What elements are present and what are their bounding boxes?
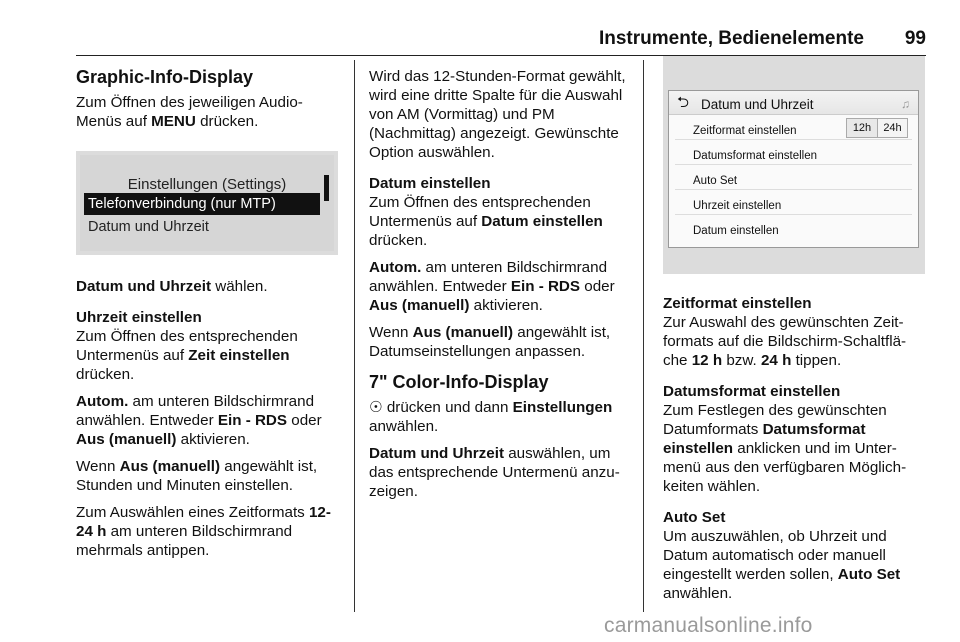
column-divider-2 [643, 60, 644, 612]
screen-item: Datum und Uhrzeit [88, 219, 209, 235]
paragraph: Um auszuwählen, ob Uhrzeit und Datum automatisch oder manuell eingestellt werden sollen, Auto Set anwählen. [663, 528, 901, 602]
paragraph: Zum Öffnen des jeweiligen Audio-Menüs auf MENU drücken. [76, 94, 303, 130]
section-heading: Graphic-Info-Display [76, 67, 254, 87]
paragraph: Wird das 12-Stunden-Format gewählt, wird eine dritte Spalte für die Auswahl von AM (Vormittag) und PM (Nachmittag) angezeigt. Gewünschte Option auswählen. [369, 68, 626, 161]
paragraph: ☉ drücken und dann Einstellungen anwählen. [369, 399, 613, 435]
subheading: Uhrzeit einstellen [76, 309, 202, 326]
watermark: carmanualsonline.info [604, 614, 813, 637]
subheading: Zeitformat einstellen [663, 295, 812, 312]
section-heading: 7" Color-Info-Display [369, 372, 549, 392]
back-icon: ⮌ [677, 94, 690, 111]
paragraph: Wenn Aus (manuell) angewählt ist, Datumseinstellungen anpassen. [369, 324, 611, 360]
scrollbar [324, 175, 329, 201]
screen-title-bar [669, 91, 918, 115]
page-number: 99 [904, 28, 926, 49]
format-segmented-control [846, 118, 908, 138]
screenshot-graphic-info-display [76, 151, 338, 255]
seg-12h: 12h [847, 119, 877, 137]
screen-title: Datum und Uhrzeit [701, 97, 814, 112]
subheading: Auto Set [663, 509, 726, 526]
screen-title: Einstellungen (Settings) [127, 176, 287, 193]
page-header [76, 26, 926, 56]
paragraph: Zum Festlegen des gewünschten Datumformats Datumsformat einstellen anklicken und im Unter-menü aus den verfügbaren Möglich-keiten wählen. [663, 402, 907, 495]
paragraph: Zum Auswählen eines Zeitformats 12-24 h am unteren Bildschirmrand mehrmals antippen. [76, 504, 331, 559]
column-divider-1 [354, 60, 355, 612]
menu-row: Datumsformat einstellen [675, 140, 912, 165]
screenshot-color-info-display [663, 56, 925, 274]
config-icon: ☉ [369, 399, 383, 416]
paragraph: Wenn Aus (manuell) angewählt ist, Stunden und Minuten einstellen. [76, 458, 318, 494]
paragraph: Datum und Uhrzeit auswählen, um das entsprechende Untermenü anzu-zeigen. [369, 445, 620, 500]
paragraph: Zur Auswahl des gewünschten Zeit-formats auf die Bildschirm-Schaltflä-che 12 h bzw. 24 h tippen. [663, 314, 907, 369]
column-2 [369, 67, 635, 509]
header-title: Instrumente, Bedienelemente [598, 28, 864, 49]
menu-row: Auto Set [675, 165, 912, 190]
paragraph: Autom. am unteren Bildschirmrand anwählen. Entweder Ein - RDS oder Aus (manuell) aktivieren. [76, 393, 322, 448]
column-1 [76, 66, 344, 568]
paragraph: Zum Öffnen des entsprechenden Untermenüs auf Zeit einstellen drücken. [76, 328, 298, 383]
paragraph: Autom. am unteren Bildschirmrand anwählen. Entweder Ein - RDS oder Aus (manuell) aktivieren. [369, 259, 615, 314]
seg-24h: 24h [877, 119, 907, 137]
paragraph: Datum und Uhrzeit wählen. [76, 278, 268, 295]
menu-row: Datum einstellen [693, 225, 779, 237]
music-note-icon: ♫ [901, 97, 910, 111]
subheading: Datum einstellen [369, 175, 491, 192]
subheading: Datumsformat einstellen [663, 383, 841, 400]
column-3 [663, 56, 925, 611]
paragraph [663, 294, 925, 313]
menu-row: Uhrzeit einstellen [675, 190, 912, 215]
paragraph: Zum Öffnen des entsprechenden Untermenüs auf Datum einstellen drücken. [369, 194, 603, 249]
menu-row-time-format: Zeitformat einstellen 12h 24h [675, 115, 912, 140]
paragraph [663, 508, 925, 527]
paragraph [663, 382, 925, 401]
paragraph [76, 308, 344, 327]
paragraph [369, 174, 635, 193]
screen-selected-item: Telefonverbindung (nur MTP) [84, 193, 320, 215]
